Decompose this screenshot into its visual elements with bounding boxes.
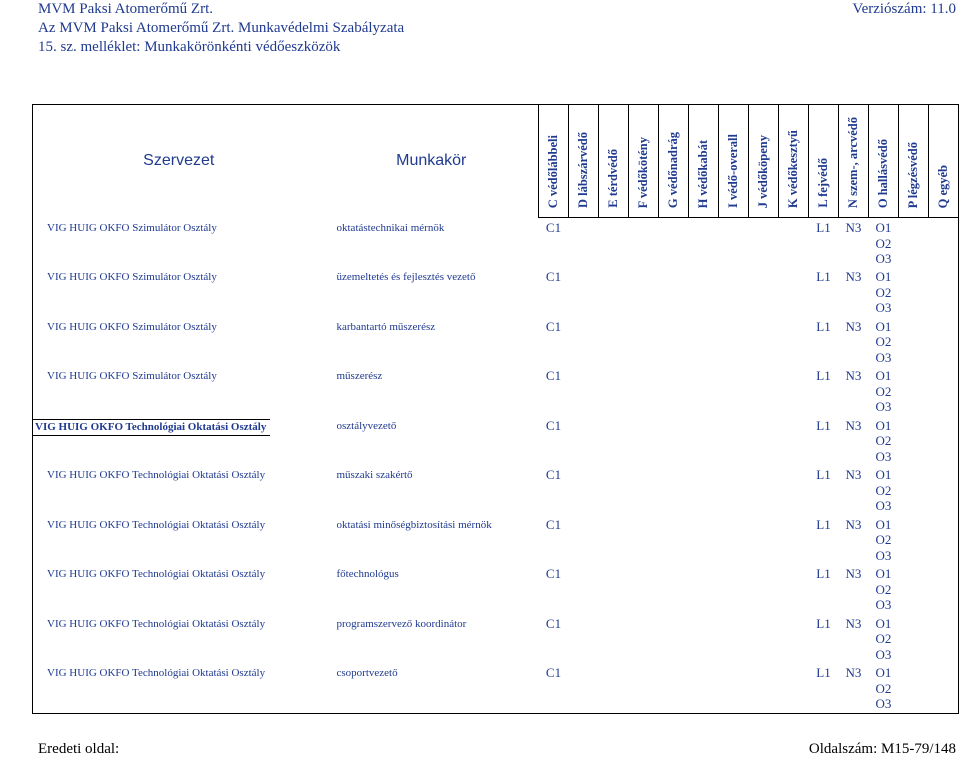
equipment-code: O1	[875, 566, 892, 581]
equipment-code-cell	[839, 317, 869, 367]
equipment-code-cell	[599, 416, 629, 466]
equipment-code-cell	[779, 267, 809, 317]
organization-name: VIG HUIG OKFO Szimulátor Osztály	[47, 320, 217, 333]
equipment-code-cell	[719, 416, 749, 466]
column-header-munkakor: Munkakör	[325, 105, 539, 218]
equipment-code-cell	[569, 614, 599, 664]
equipment-code-cell	[809, 515, 839, 565]
equipment-code-cell	[539, 218, 569, 268]
equipment-code-cell	[629, 614, 659, 664]
equipment-code: L1	[816, 665, 831, 680]
equipment-code-cell	[869, 564, 899, 614]
column-header-label: G védőnadrág	[666, 131, 680, 208]
equipment-code-cell	[839, 663, 869, 713]
equipment-code: N3	[845, 368, 862, 383]
equipment-code-cell	[749, 317, 779, 367]
equipment-code-cell	[569, 366, 599, 416]
table-row	[33, 564, 959, 614]
equipment-code-cell	[659, 317, 689, 367]
job-title-cell: üzemeltetés és fejlesztés vezető	[336, 271, 476, 283]
equipment-code: O1	[875, 665, 892, 680]
column-header-label: H védőkabát	[696, 139, 710, 208]
equipment-code-cell	[629, 564, 659, 614]
organization-cell	[33, 218, 325, 268]
equipment-code-cell	[929, 663, 959, 713]
equipment-code: O3	[875, 646, 892, 662]
column-header-protective-item	[689, 105, 719, 218]
equipment-code: O2	[875, 581, 892, 597]
equipment-code-cell	[539, 465, 569, 515]
equipment-code: O2	[875, 433, 892, 448]
equipment-code-cell	[659, 614, 689, 664]
equipment-code-cell	[689, 267, 719, 317]
equipment-code-cell	[629, 416, 659, 466]
equipment-code-cell	[779, 614, 809, 664]
column-header-label: C védőlábbeli	[546, 134, 560, 208]
equipment-code: O1	[875, 318, 892, 334]
equipment-code-cell	[749, 663, 779, 713]
column-header-protective-item	[539, 105, 569, 218]
equipment-code-cell	[629, 663, 659, 713]
equipment-code: L1	[816, 318, 831, 334]
organization-cell	[33, 267, 325, 317]
equipment-code: O1	[875, 516, 892, 532]
equipment-code-cell	[539, 564, 569, 614]
column-header-protective-item	[869, 105, 899, 218]
equipment-code-cell	[629, 366, 659, 416]
job-title-cell: oktatástechnikai mérnök	[336, 221, 445, 234]
equipment-code-cell	[749, 267, 779, 317]
equipment-code-cell	[689, 663, 719, 713]
equipment-code: O2	[875, 383, 892, 399]
equipment-code-cell	[749, 366, 779, 416]
equipment-code-cell	[869, 465, 899, 515]
table-row	[33, 663, 959, 713]
equipment-code-cell	[839, 465, 869, 515]
equipment-code-cell	[869, 317, 899, 367]
equipment-code-cell	[869, 663, 899, 713]
equipment-code: L1	[816, 368, 831, 383]
equipment-code: L1	[816, 615, 831, 631]
equipment-code-cell	[599, 614, 629, 664]
column-header-label: F védőkötény	[636, 136, 650, 208]
equipment-code-cell	[599, 515, 629, 565]
equipment-code-cell	[599, 564, 629, 614]
column-header-protective-item	[749, 105, 779, 218]
equipment-code: C1	[545, 566, 562, 581]
organization-name: VIG HUIG OKFO Szimulátor Osztály	[47, 271, 217, 283]
column-header-label: O hallásvédő	[876, 138, 890, 208]
equipment-code-cell	[629, 317, 659, 367]
organization-name: VIG HUIG OKFO Szimulátor Osztály	[47, 370, 217, 382]
equipment-code-cell	[659, 663, 689, 713]
table-row	[33, 515, 959, 565]
equipment-code: O2	[875, 532, 892, 547]
equipment-code-cell	[719, 564, 749, 614]
equipment-code: C1	[545, 220, 562, 235]
column-header-protective-item	[629, 105, 659, 218]
table-header-row	[33, 105, 959, 218]
equipment-code: C1	[545, 318, 562, 334]
equipment-code-cell	[899, 416, 929, 466]
equipment-code: C1	[545, 665, 562, 680]
equipment-code: O1	[875, 417, 892, 433]
column-header-label: Q egyéb	[936, 164, 950, 208]
version-number: Verziószám: 11.0	[852, 1, 956, 17]
equipment-code-cell	[899, 515, 929, 565]
equipment-code-cell	[779, 663, 809, 713]
job-title-cell: műszerész	[336, 370, 383, 382]
equipment-code: O1	[875, 467, 892, 482]
equipment-code-cell	[569, 218, 599, 268]
column-header-protective-item	[659, 105, 689, 218]
column-header-protective-item	[599, 105, 629, 218]
organization-cell	[33, 317, 325, 367]
footer-page-number: Oldalszám: M15-79/148	[808, 741, 956, 757]
equipment-code-cell	[659, 515, 689, 565]
equipment-code-cell	[929, 218, 959, 268]
equipment-code-cell	[689, 515, 719, 565]
equipment-code-cell	[569, 663, 599, 713]
equipment-code-cell	[569, 267, 599, 317]
equipment-code-cell	[779, 465, 809, 515]
equipment-code-cell	[869, 218, 899, 268]
equipment-code: N3	[845, 269, 862, 284]
equipment-code-cell	[539, 614, 569, 664]
equipment-code-cell	[749, 218, 779, 268]
equipment-code-cell	[629, 218, 659, 268]
equipment-code: N3	[845, 665, 862, 680]
equipment-code: O3	[875, 597, 892, 612]
equipment-code: L1	[816, 467, 831, 482]
equipment-code: L1	[816, 417, 831, 433]
job-title-cell: osztályvezető	[336, 419, 397, 432]
equipment-code: O3	[875, 349, 892, 365]
equipment-code-cell	[809, 267, 839, 317]
equipment-code-cell	[779, 317, 809, 367]
equipment-code-cell	[869, 515, 899, 565]
document-annex-title: 15. sz. melléklet: Munkakörönkénti védőeszközök	[38, 39, 341, 55]
equipment-code-cell	[659, 564, 689, 614]
equipment-code-cell	[929, 317, 959, 367]
equipment-code: O3	[875, 498, 892, 513]
equipment-code-cell	[599, 366, 629, 416]
equipment-code-cell	[899, 614, 929, 664]
equipment-code-cell	[569, 317, 599, 367]
equipment-code-cell	[539, 366, 569, 416]
equipment-code-cell	[599, 663, 629, 713]
table-row	[33, 465, 959, 515]
table-row	[33, 416, 959, 466]
equipment-code: O2	[875, 631, 892, 646]
equipment-code-cell	[749, 564, 779, 614]
equipment-code-cell	[779, 564, 809, 614]
equipment-code-cell	[899, 317, 929, 367]
equipment-code-cell	[719, 366, 749, 416]
table-row	[33, 218, 959, 268]
organization-name: VIG HUIG OKFO Technológiai Oktatási Osztály	[47, 617, 266, 630]
column-header-label: E térdvédő	[606, 149, 620, 208]
equipment-code-cell	[749, 515, 779, 565]
job-title-cell: programszervező koordinátor	[336, 617, 467, 630]
equipment-code-cell	[719, 465, 749, 515]
equipment-code-cell	[929, 416, 959, 466]
equipment-code-cell	[659, 218, 689, 268]
equipment-code-cell	[689, 416, 719, 466]
equipment-code: C1	[545, 368, 562, 383]
equipment-code: O1	[875, 220, 892, 235]
equipment-code: N3	[845, 566, 862, 581]
equipment-code-cell	[899, 366, 929, 416]
equipment-code-cell	[719, 317, 749, 367]
organization-cell	[33, 614, 325, 664]
equipment-code-cell	[899, 564, 929, 614]
equipment-code: O1	[875, 368, 892, 383]
equipment-code-cell	[659, 416, 689, 466]
equipment-code-cell	[569, 416, 599, 466]
document-regulation-title: Az MVM Paksi Atomerőmű Zrt. Munkavédelmi Szabályzata	[38, 20, 405, 36]
equipment-code-cell	[569, 515, 599, 565]
protective-equipment-table	[32, 104, 959, 714]
equipment-code-cell	[869, 366, 899, 416]
equipment-code-cell	[629, 515, 659, 565]
equipment-code: O3	[875, 696, 892, 711]
organization-name: VIG HUIG OKFO Technológiai Oktatási Osztály	[47, 469, 266, 481]
equipment-code-cell	[839, 564, 869, 614]
equipment-code-cell	[539, 416, 569, 466]
organization-cell	[33, 564, 325, 614]
equipment-code-cell	[629, 465, 659, 515]
equipment-code: N3	[845, 318, 862, 334]
column-header-label: K védőkesztyű	[786, 129, 800, 208]
equipment-code: C1	[545, 615, 562, 631]
equipment-code: O2	[875, 680, 892, 696]
equipment-code: O3	[875, 251, 892, 266]
table-row	[33, 317, 959, 367]
job-title-cell: főtechnológus	[336, 568, 399, 580]
equipment-code: O3	[875, 448, 892, 464]
equipment-code-cell	[839, 614, 869, 664]
equipment-code-cell	[719, 218, 749, 268]
equipment-code: C1	[545, 516, 562, 532]
equipment-code-cell	[629, 267, 659, 317]
equipment-code-cell	[839, 515, 869, 565]
equipment-code-cell	[719, 614, 749, 664]
equipment-code-cell	[539, 317, 569, 367]
column-header-protective-item	[899, 105, 929, 218]
equipment-code: O3	[875, 547, 892, 563]
equipment-code-cell	[929, 515, 959, 565]
equipment-code: O2	[875, 284, 892, 300]
table-row	[33, 614, 959, 664]
equipment-code-cell	[899, 465, 929, 515]
equipment-code-cell	[839, 366, 869, 416]
column-header-label: P légzésvédő	[906, 141, 920, 208]
equipment-code: O2	[875, 235, 892, 251]
table-row	[33, 267, 959, 317]
equipment-code-cell	[539, 267, 569, 317]
equipment-code-cell	[929, 366, 959, 416]
equipment-code-cell	[899, 267, 929, 317]
organization-name: VIG HUIG OKFO Technológiai Oktatási Osztály	[47, 568, 266, 580]
equipment-code-cell	[869, 416, 899, 466]
equipment-code: O3	[875, 300, 892, 315]
equipment-code-cell	[719, 515, 749, 565]
column-header-label: N szem-, arcvédő	[846, 116, 860, 208]
equipment-code-cell	[539, 515, 569, 565]
equipment-code-cell	[929, 614, 959, 664]
equipment-code: L1	[816, 269, 831, 284]
equipment-code-cell	[809, 416, 839, 466]
job-title-cell: műszaki szakértő	[336, 469, 413, 481]
equipment-code-cell	[899, 218, 929, 268]
column-header-protective-item	[839, 105, 869, 218]
equipment-code-cell	[599, 267, 629, 317]
equipment-code-cell	[569, 465, 599, 515]
column-header-label: J védőköpeny	[756, 134, 770, 208]
column-header-protective-item	[719, 105, 749, 218]
document-company-name: MVM Paksi Atomerőmű Zrt.	[38, 1, 213, 17]
organization-cell	[33, 663, 325, 713]
equipment-code: N3	[845, 220, 862, 235]
equipment-code: N3	[845, 516, 862, 532]
organization-name: VIG HUIG OKFO Technológiai Oktatási Osztály	[33, 419, 270, 436]
equipment-code-cell	[809, 317, 839, 367]
equipment-code-cell	[719, 663, 749, 713]
column-header-label: L fejvédő	[816, 158, 830, 208]
equipment-code-cell	[929, 267, 959, 317]
equipment-code: L1	[816, 220, 831, 235]
equipment-code: L1	[816, 516, 831, 532]
equipment-code-cell	[659, 267, 689, 317]
organization-cell	[33, 515, 325, 565]
equipment-code-cell	[749, 465, 779, 515]
column-header-label: I védő-overall	[726, 134, 740, 208]
equipment-code: N3	[845, 615, 862, 631]
equipment-code-cell	[809, 366, 839, 416]
equipment-code: L1	[816, 566, 831, 581]
organization-name: VIG HUIG OKFO Technológiai Oktatási Osztály	[47, 667, 266, 679]
equipment-code: O1	[875, 615, 892, 631]
equipment-code-cell	[929, 564, 959, 614]
equipment-code-cell	[809, 663, 839, 713]
equipment-code-cell	[599, 465, 629, 515]
equipment-code-cell	[809, 465, 839, 515]
equipment-code: O2	[875, 482, 892, 498]
equipment-code-cell	[869, 267, 899, 317]
organization-cell	[33, 465, 325, 515]
equipment-code: O3	[875, 399, 892, 414]
equipment-code-cell	[689, 614, 719, 664]
equipment-code-cell	[809, 218, 839, 268]
equipment-code-cell	[929, 465, 959, 515]
organization-cell	[33, 366, 325, 416]
equipment-code-cell	[749, 614, 779, 664]
equipment-code: C1	[545, 269, 562, 284]
column-header-protective-item	[779, 105, 809, 218]
equipment-code-cell	[599, 218, 629, 268]
equipment-code-cell	[839, 267, 869, 317]
equipment-code: C1	[545, 417, 562, 433]
equipment-code-cell	[869, 614, 899, 664]
equipment-code-cell	[689, 564, 719, 614]
column-header-protective-item	[809, 105, 839, 218]
equipment-code-cell	[749, 416, 779, 466]
job-title-cell: oktatási minőségbiztosítási mérnök	[336, 518, 492, 531]
column-header-protective-item	[929, 105, 959, 218]
equipment-code: O1	[875, 269, 892, 284]
equipment-code-cell	[569, 564, 599, 614]
equipment-code-cell	[689, 317, 719, 367]
equipment-code-cell	[689, 218, 719, 268]
organization-name: VIG HUIG OKFO Technológiai Oktatási Osztály	[47, 518, 266, 531]
equipment-code: N3	[845, 417, 862, 433]
equipment-code-cell	[539, 663, 569, 713]
equipment-code-cell	[809, 614, 839, 664]
equipment-code-cell	[659, 366, 689, 416]
equipment-code-cell	[839, 218, 869, 268]
equipment-code-cell	[719, 267, 749, 317]
equipment-code-cell	[689, 366, 719, 416]
equipment-code-cell	[779, 416, 809, 466]
equipment-code-cell	[779, 515, 809, 565]
table-row	[33, 366, 959, 416]
equipment-code-cell	[899, 663, 929, 713]
equipment-code-cell	[779, 366, 809, 416]
column-header-label: D lábszárvédő	[576, 131, 590, 208]
equipment-code: O2	[875, 334, 892, 349]
job-title-cell: csoportvezető	[325, 663, 539, 713]
equipment-code: C1	[545, 467, 562, 482]
job-title-cell: karbantartó műszerész	[336, 320, 436, 333]
equipment-code-cell	[599, 317, 629, 367]
equipment-code-cell	[689, 465, 719, 515]
column-header-szervezet: Szervezet	[33, 105, 325, 218]
equipment-code-cell	[839, 416, 869, 466]
equipment-code-cell	[779, 218, 809, 268]
equipment-code-cell	[659, 465, 689, 515]
equipment-code-cell	[809, 564, 839, 614]
organization-name: VIG HUIG OKFO Szimulátor Osztály	[47, 221, 217, 234]
column-header-protective-item	[569, 105, 599, 218]
footer-original-page: Eredeti oldal:	[38, 741, 120, 757]
equipment-code: N3	[845, 467, 862, 482]
organization-cell	[33, 416, 325, 466]
